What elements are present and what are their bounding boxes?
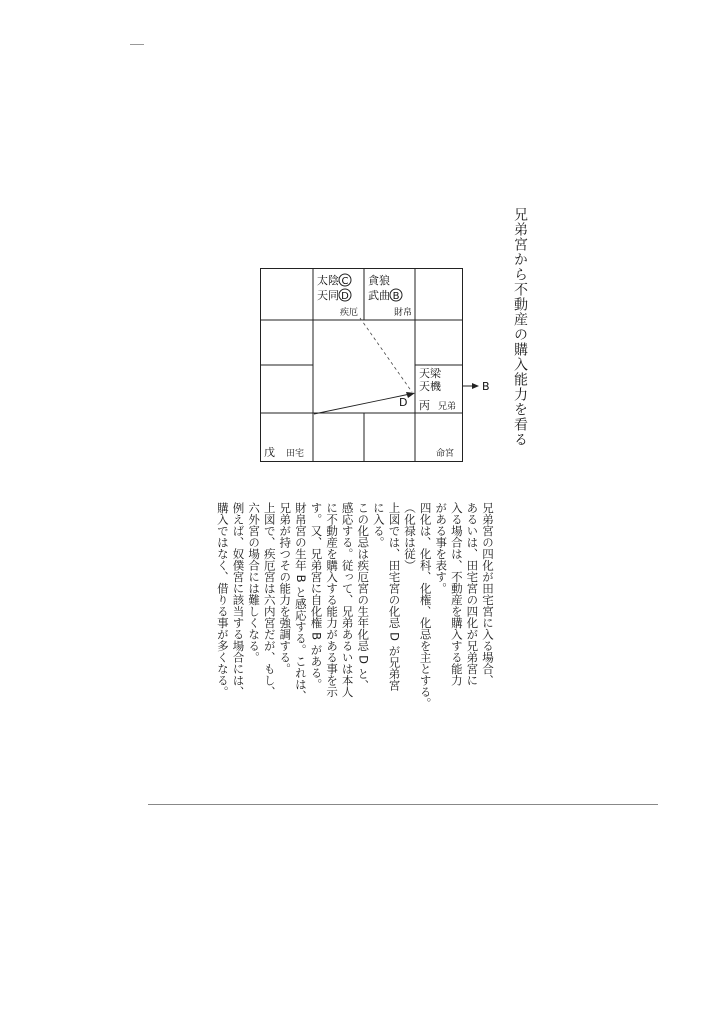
body-line: あるいは、田宅宮の四化が兄弟宮に bbox=[465, 502, 480, 686]
jie-star-1: 太陰 bbox=[317, 274, 339, 287]
cai-marker-b: B bbox=[392, 291, 400, 302]
body-line: （化禄は従） bbox=[403, 502, 418, 571]
body-line: に入る。 bbox=[371, 502, 386, 548]
body-line: 兄弟宮の四化が田宅宮に入る場合、 bbox=[481, 502, 495, 686]
cai-star-1: 貪狼 bbox=[368, 274, 390, 287]
xiong-star-2: 天機 bbox=[419, 380, 441, 393]
cai-palace-name: 財帛 bbox=[394, 308, 413, 318]
jie-palace-name: 疾厄 bbox=[340, 308, 359, 318]
jie-star-2: 天同 bbox=[317, 289, 339, 302]
body-line: 財帛宮の生年 B と感応する。これは、 bbox=[293, 502, 308, 702]
body-line: この化忌は疾厄宮の生年化忌 D と、 bbox=[356, 502, 371, 691]
body-line: 上図では、田宅宮の化忌 D が兄弟宮 bbox=[387, 502, 402, 691]
cai-star-2: 武曲 bbox=[368, 289, 390, 302]
scan-mark bbox=[130, 44, 144, 45]
palace-chart bbox=[260, 268, 505, 468]
body-line: 入る場合は、不動産を購入する能力 bbox=[449, 502, 464, 686]
tian-palace-name: 田宅 bbox=[286, 449, 305, 459]
body-line: がある事を表す。 bbox=[434, 502, 449, 594]
body-line: す。又、兄弟宮に自化権 B がある。 bbox=[309, 502, 324, 690]
tian-stem: 戊 bbox=[264, 446, 275, 459]
arrow-end-label: D bbox=[399, 396, 408, 409]
ming-palace-name: 命宮 bbox=[436, 449, 455, 459]
out-label: B bbox=[482, 380, 490, 393]
body-line: に不動産を購入する能力がある事を示 bbox=[325, 502, 340, 698]
body-line: 兄弟が持つその能力を強調する。 bbox=[278, 502, 293, 675]
xiong-star-1: 天梁 bbox=[419, 367, 441, 380]
body-line: 例えば、奴僕宮に該当する場合には、 bbox=[231, 502, 246, 698]
page-title: 兄弟宮から不動産の購入能力を看る bbox=[512, 207, 528, 447]
body-line: 四化は、化科、化権、化忌を主とする。 bbox=[418, 502, 433, 709]
body-text bbox=[200, 502, 495, 802]
jie-marker-d: D bbox=[341, 291, 349, 302]
body-line: 六外宮の場合には難しくなる。 bbox=[247, 502, 262, 663]
jie-marker-c: C bbox=[341, 276, 349, 287]
body-line: 上図で、疾厄宮は六内宮だが、もし、 bbox=[262, 502, 277, 698]
xiong-palace-name: 兄弟 bbox=[438, 402, 457, 412]
body-line: 購入ではなく、借りる事が多くなる。 bbox=[215, 502, 230, 698]
body-line: 感応する。従って、兄弟あるいは本人 bbox=[340, 502, 355, 698]
out-arrowhead bbox=[472, 383, 479, 389]
bottom-rule bbox=[148, 804, 658, 805]
xiong-stem: 丙 bbox=[419, 399, 430, 412]
